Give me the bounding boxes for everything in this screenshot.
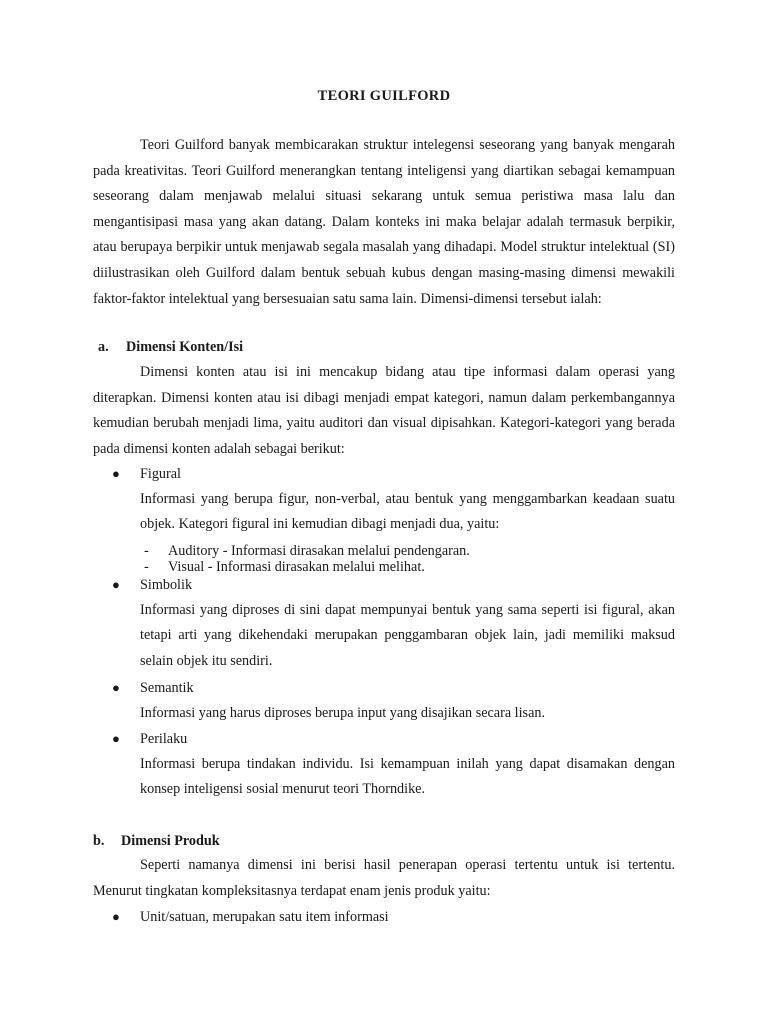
sub-item-visual	[144, 559, 425, 575]
section-b-marker: b.	[93, 833, 105, 849]
list-item-figural	[112, 466, 181, 483]
list-item-label: Unit/satuan, merupakan satu item informasi	[140, 909, 389, 925]
intro-paragraph: Teori Guilford banyak membicarakan struktur intelegensi seseorang yang banyak mengarah pada kreativitas. Teori Guilford menerangkan tentang inteligensi yang diartikan sebagai kemampuan seseorang dalam menjawab melalui situasi sekarang untuk semua peristiwa masa lalu dan mengantisipasi masa yang akan datang. Dalam konteks ini maka belajar adalah termasuk berpikir, atau berupaya berpikir untuk menjawab segala masalah yang dihadapi. Model struktur intelektual (SI) diilustrasikan oleh Guilford dalam bentuk sebuah kubus dengan masing-masing dimensi mewakili faktor-faktor intelektual yang bersesuaian satu sama lain. Dimensi-dimensi tersebut ialah:	[93, 137, 675, 307]
simbolik-description: Informasi yang diproses di sini dapat mempunyai bentuk yang sama seperti isi figural, akan tetapi arti yang dikehendaki merupakan penggambaran objek lain, jadi memiliki maksud selain objek itu sendiri.	[140, 602, 675, 669]
bullet-icon: ●	[112, 731, 120, 746]
dash-icon: -	[144, 559, 149, 575]
bullet-icon: ●	[112, 680, 120, 695]
list-item-semantik	[112, 680, 194, 697]
list-item-label: Figural	[140, 466, 181, 482]
page-title: TEORI GUILFORD	[317, 88, 451, 104]
section-b-paragraph: Seperti namanya dimensi ini berisi hasil penerapan operasi tertentu untuk isi tertentu. Menurut tingkatan kompleksitasnya terdapat enam jenis produk yaitu:	[93, 857, 675, 899]
section-a-heading	[98, 339, 243, 356]
sub-item-auditory	[144, 543, 470, 559]
list-item-label: Semantik	[140, 680, 194, 696]
dash-icon: -	[144, 543, 149, 559]
figural-description: Informasi yang berupa figur, non-verbal, atau bentuk yang menggambarkan keadaan suatu objek. Kategori figural ini kemudian dibagi menjadi dua, yaitu:	[140, 491, 675, 533]
section-a-marker: a.	[98, 339, 109, 355]
bullet-icon: ●	[112, 577, 120, 592]
section-b-heading	[93, 833, 220, 850]
list-item-label: Perilaku	[140, 731, 188, 747]
list-item-perilaku	[112, 731, 187, 748]
section-b-title: Dimensi Produk	[121, 833, 220, 849]
bullet-icon: ●	[112, 466, 120, 481]
bullet-icon: ●	[112, 909, 120, 924]
list-item-label: Simbolik	[140, 577, 193, 593]
sub-item-label: Visual - Informasi dirasakan melalui melihat.	[168, 559, 425, 575]
section-a-title: Dimensi Konten/Isi	[126, 339, 244, 355]
section-a-paragraph: Dimensi konten atau isi ini mencakup bidang atau tipe informasi dalam operasi yang diterapkan. Dimensi konten atau isi dibagi menjadi empat kategori, namun dalam perkembangannya kemudian berubah menjadi lima, yaitu auditori dan visual dipisahkan. Kategori-kategori yang berada pada dimensi konten adalah sebagai berikut:	[93, 364, 675, 457]
sub-item-label: Auditory - Informasi dirasakan melalui pendengaran.	[168, 543, 470, 559]
semantik-description: Informasi yang harus diproses berupa input yang disajikan secara lisan.	[140, 705, 546, 721]
list-item-unit	[112, 909, 389, 926]
perilaku-description: Informasi berupa tindakan individu. Isi kemampuan inilah yang dapat disamakan dengan konsep inteligensi sosial menurut teori Thorndike.	[140, 756, 675, 798]
list-item-simbolik	[112, 577, 192, 594]
